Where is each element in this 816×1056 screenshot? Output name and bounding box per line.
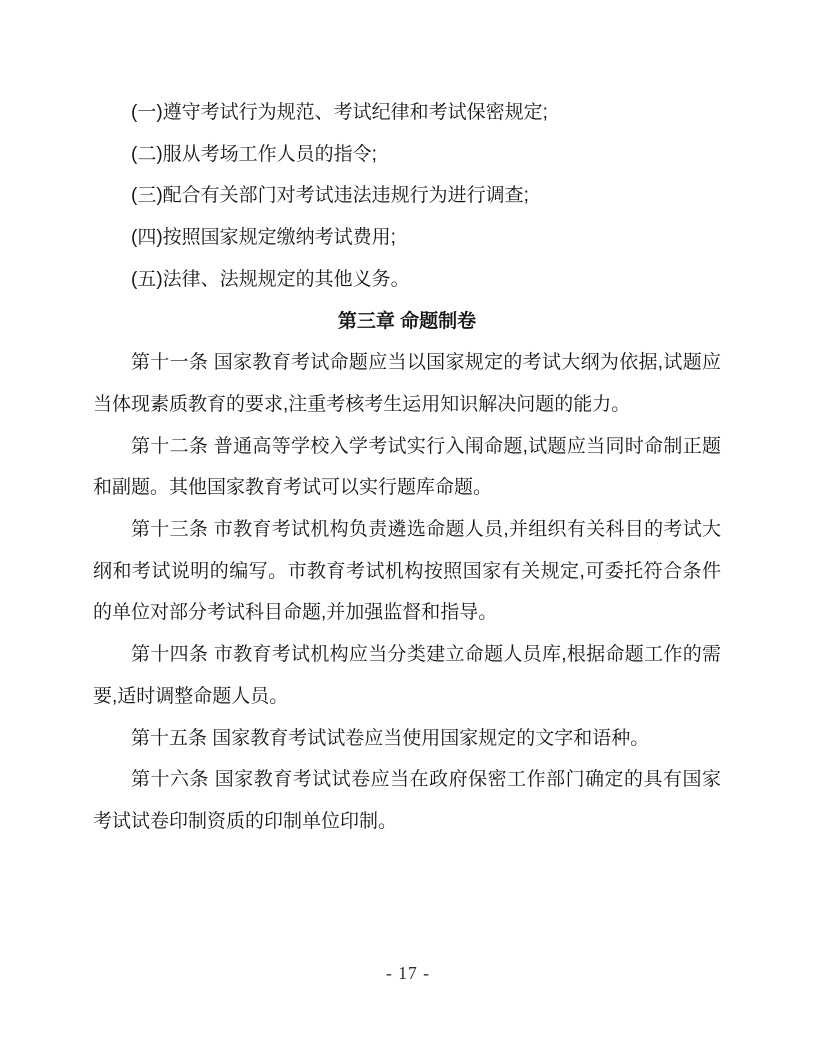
article-16-paragraph: 第十六条 国家教育考试试卷应当在政府保密工作部门确定的具有国家考试试卷印制资质的印制单位印制。: [93, 769, 721, 832]
article-15-paragraph: 第十五条 国家教育考试试卷应当使用国家规定的文字和语种。: [131, 727, 650, 749]
obligation-item-2: (二)服从考场工作人员的指令;: [131, 143, 377, 165]
article-14-paragraph: 第十四条 市教育考试机构应当分类建立命题人员库,根据命题工作的需要,适时调整命题人员。: [93, 644, 721, 707]
obligation-item-5: (五)法律、法规规定的其他义务。: [131, 268, 410, 290]
article-11-paragraph: 第十一条 国家教育考试命题应当以国家规定的考试大纲为依据,试题应当体现素质教育的要求,注重考核考生运用知识解决问题的能力。: [93, 352, 721, 415]
obligation-item-3: (三)配合有关部门对考试违法违规行为进行调查;: [131, 185, 529, 207]
article-13-paragraph: 第十三条 市教育考试机构负责遴选命题人员,并组织有关科目的考试大纲和考试说明的编写。市教育考试机构按照国家有关规定,可委托符合条件的单位对部分考试科目命题,并加强监督和指导。: [93, 519, 721, 624]
page-number: - 17 -: [386, 963, 430, 983]
article-12-paragraph: 第十二条 普通高等学校入学考试实行入闱命题,试题应当同时命制正题和副题。其他国家教育考试可以实行题库命题。: [93, 435, 721, 499]
obligation-item-4: (四)按照国家规定缴纳考试费用;: [131, 227, 396, 249]
document-body: [93, 92, 721, 843]
chapter-heading: 第三章 命题制卷: [337, 310, 477, 332]
obligation-item-1: (一)遵守考试行为规范、考试纪律和考试保密规定;: [131, 102, 548, 123]
